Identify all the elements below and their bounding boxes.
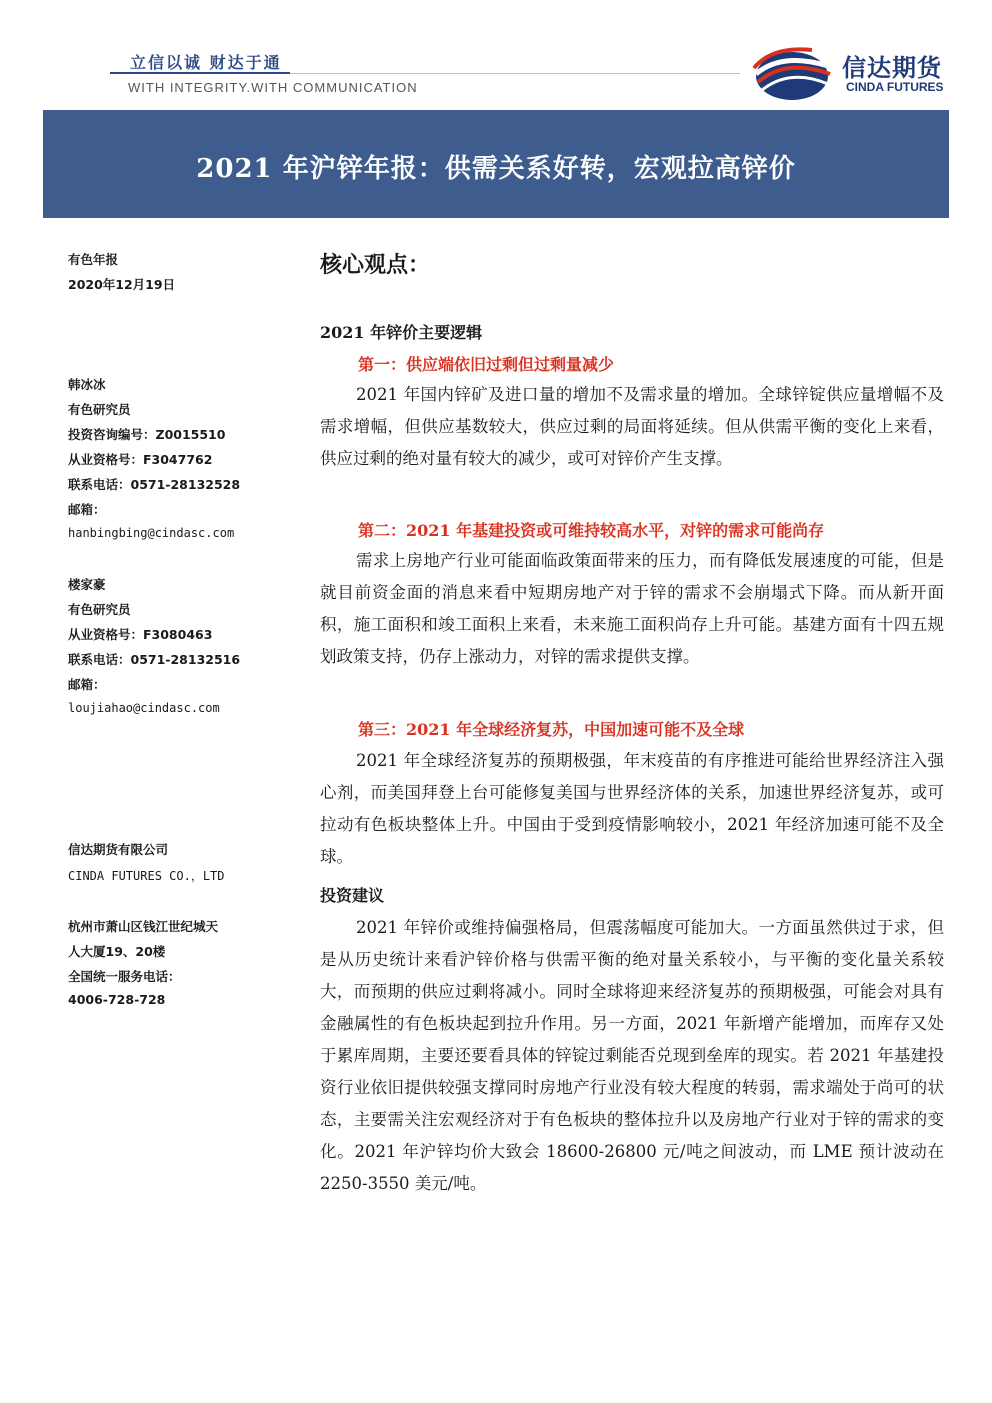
cinda-logo-icon bbox=[752, 44, 832, 104]
point2-title: 第二：2021 年基建投资或可维持较高水平，对锌的需求可能尚存 bbox=[358, 521, 825, 540]
point1-title: 第一：供应端依旧过剩但过剩量减少 bbox=[358, 355, 615, 374]
analyst2-role: 有色研究员 bbox=[68, 602, 131, 617]
header-rule-light bbox=[290, 73, 740, 74]
title-banner bbox=[43, 110, 949, 218]
report-type: 有色年报 bbox=[68, 252, 119, 267]
analyst2-email[interactable]: loujiahao@cindasc.com bbox=[68, 701, 220, 715]
report-title: 2021 年沪锌年报：供需关系好转，宏观拉高锌价 bbox=[196, 154, 796, 184]
analyst2-phone: 联系电话：0571-28132516 bbox=[68, 652, 241, 667]
analyst1-role: 有色研究员 bbox=[68, 402, 131, 417]
analyst1-name: 韩冰冰 bbox=[68, 377, 106, 392]
address-line2: 人大厦19、20楼 bbox=[68, 944, 166, 959]
point3-paragraph: 2021 年全球经济复苏的预期极强，年末疫苗的有序推进可能给世界经济注入强心剂，而美国拜登上台可能修复美国与世界经济体的关系，加速世界经济复苏，或可拉动有色板块整体上升。中国由于受到疫情影响较小，2021 年经济加速可能不及全球。 bbox=[320, 751, 944, 866]
slogan-cn: 立信以诚 财达于通 bbox=[130, 53, 282, 72]
advice-paragraph: 2021 年锌价或维持偏强格局，但震荡幅度可能加大。一方面虽然供过于求，但是从历史统计来看沪锌价格与供需平衡的绝对量关系较小，与平衡的变化量关系较大，而预期的供应过剩将减小。同时全球将迎来经济复苏的预期极强，可能会对具有金融属性的有色板块起到拉升作用。另一方面，2021 年新增产能增加，而库存又处于累库周期，主要还要看具体的锌锭过剩能否兑现到垒库的现实。若 2021 年基建投资行业依旧提供较强支撑同时房地产行业没有较大程度的转弱，需求端处于尚可的状态，主要需关注宏观经济对于有色板块的整体拉升以及房地产行业对于锌的需求的变化。2021 年沪锌均价大致会 18600-26800 元/吨之间波动，而 LME 预计波动在 2250-3550 美元/吨。 bbox=[320, 918, 944, 1193]
header-rule-dark bbox=[110, 72, 290, 74]
analyst1-qual-no: 从业资格号：F3047762 bbox=[68, 452, 213, 467]
analyst2-name: 楼家豪 bbox=[68, 577, 106, 592]
logic-section-title: 2021 年锌价主要逻辑 bbox=[320, 323, 483, 342]
core-view-heading: 核心观点： bbox=[320, 252, 431, 278]
analyst2-qual-no: 从业资格号：F3080463 bbox=[68, 627, 213, 642]
logo-text-en: CINDA FUTURES bbox=[846, 80, 944, 94]
point3-title: 第三：2021 年全球经济复苏，中国加速可能不及全球 bbox=[358, 720, 745, 739]
hotline-label: 全国统一服务电话： bbox=[68, 969, 181, 984]
logo-text-cn: 信达期货 bbox=[842, 54, 942, 82]
analyst1-phone: 联系电话：0571-28132528 bbox=[68, 477, 241, 492]
slogan-en: WITH INTEGRITY.WITH COMMUNICATION bbox=[128, 80, 418, 95]
company-cn: 信达期货有限公司 bbox=[68, 842, 169, 857]
report-date: 2020年12月19日 bbox=[68, 277, 176, 292]
point1-paragraph: 2021 年国内锌矿及进口量的增加不及需求量的增加。全球锌锭供应量增幅不及需求增幅，但供应基数较大，供应过剩的局面将延续。但从供需平衡的变化上来看，供应过剩的绝对量有较大的减少，或可对锌价产生支撑。 bbox=[320, 385, 944, 468]
company-en: CINDA FUTURES CO.，LTD bbox=[68, 869, 225, 883]
analyst1-email[interactable]: hanbingbing@cindasc.com bbox=[68, 526, 235, 540]
point2-paragraph: 需求上房地产行业可能面临政策面带来的压力，而有降低发展速度的可能，但是就目前资金面的消息来看中短期房地产对于锌的需求不会崩塌式下降。而从新开面积，施工面积和竣工面积上来看，未来施工面积尚存上升可能。基建方面有十四五规划政策支持，仍存上涨动力，对锌的需求提供支撑。 bbox=[320, 551, 944, 666]
analyst2-email-label: 邮箱： bbox=[68, 677, 106, 692]
hotline-number: 4006-728-728 bbox=[68, 992, 166, 1007]
analyst1-email-label: 邮箱： bbox=[68, 502, 106, 517]
address-line1: 杭州市萧山区钱江世纪城天 bbox=[68, 919, 219, 934]
advice-section-title: 投资建议 bbox=[320, 886, 385, 905]
analyst1-consult-no: 投资咨询编号：Z0015510 bbox=[68, 427, 226, 442]
